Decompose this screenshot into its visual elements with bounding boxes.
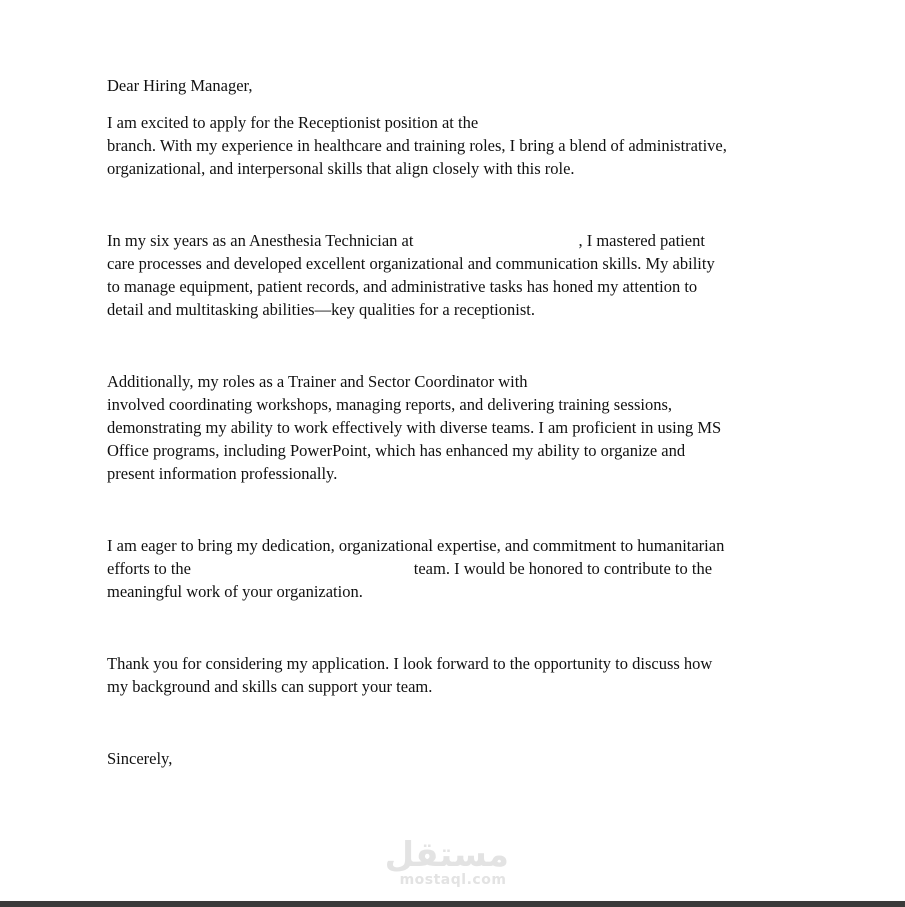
paragraph-line: branch. With my experience in healthcare and training roles, I bring a blend of administrative,	[107, 136, 727, 155]
paragraph-line: meaningful work of your organization.	[107, 582, 363, 601]
paragraph-line: efforts to the team. I would be honored to contribute to the	[107, 559, 713, 578]
bottom-edge-bar	[0, 901, 905, 907]
paragraph-experience	[107, 229, 807, 321]
mostaql-watermark	[384, 835, 509, 888]
paragraph-line: Office programs, including PowerPoint, which has enhanced my ability to organize and	[107, 441, 686, 460]
paragraph-line: I am eager to bring my dedication, organizational expertise, and commitment to humanitarian	[107, 536, 725, 555]
paragraph-line: detail and multitasking abilities—key qualities for a receptionist.	[107, 300, 535, 319]
greeting	[107, 74, 807, 97]
closing-text: Sincerely,	[107, 749, 173, 768]
paragraph-line: involved coordinating workshops, managing reports, and delivering training sessions,	[107, 395, 673, 414]
paragraph-line: I am excited to apply for the Receptionist position at the	[107, 113, 479, 132]
paragraph-line: organizational, and interpersonal skills that align closely with this role.	[107, 159, 575, 178]
closing	[107, 747, 807, 770]
paragraph-intro	[107, 111, 807, 180]
greeting-text: Dear Hiring Manager,	[107, 76, 253, 95]
paragraph-training	[107, 370, 807, 485]
paragraph-line: care processes and developed excellent organizational and communication skills. My ability	[107, 254, 715, 273]
paragraph-thanks	[107, 652, 807, 698]
paragraph-motivation	[107, 534, 807, 603]
cover-letter-body	[107, 74, 807, 770]
paragraph-line: present information professionally.	[107, 464, 338, 483]
paragraph-line: to manage equipment, patient records, and administrative tasks has honed my attention to	[107, 277, 698, 296]
paragraph-line: demonstrating my ability to work effectively with diverse teams. I am proficient in using MS	[107, 418, 722, 437]
paragraph-line: In my six years as an Anesthesia Technician at , I mastered patient	[107, 231, 705, 250]
paragraph-line: my background and skills can support your team.	[107, 677, 433, 696]
watermark-domain: mostaql.com	[399, 872, 507, 888]
watermark-arabic-logo: مستقل	[384, 835, 509, 875]
paragraph-line: Thank you for considering my application. I look forward to the opportunity to discuss how	[107, 654, 713, 673]
paragraph-line: Additionally, my roles as a Trainer and Sector Coordinator with	[107, 372, 528, 391]
